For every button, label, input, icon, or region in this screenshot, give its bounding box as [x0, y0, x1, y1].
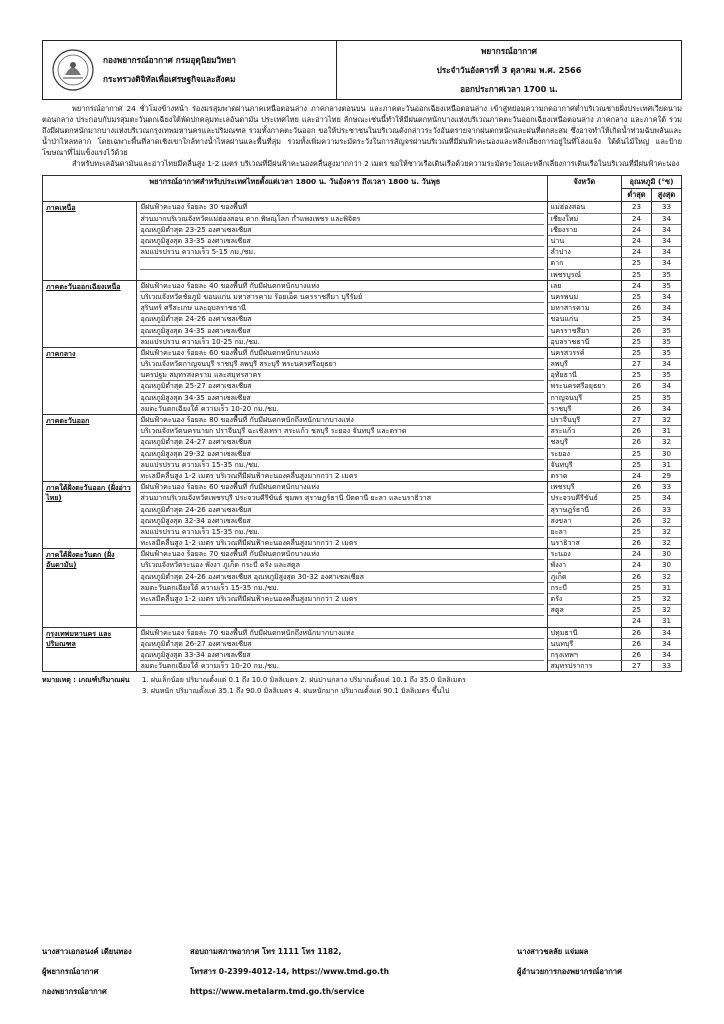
- intro-paragraph-1: พยากรณ์อากาศ 24 ชั่วโมงข้างหน้า ร่องมรสุมพาดผ่านภาคเหนือตอนล่าง ภาคกลางตอนบน และภาคตะวันออกเฉียงเหนือตอนล่าง เข้าสู่หย่อมความกดอากาศต่ำบริเวณชายฝั่งประเทศเวียดนามตอนกลาง ประกอบกับมรสุมตะวันตกเฉียงใต้พัดปกคลุมทะเลอันดามัน ประเทศไทย และอ่าวไทย ลักษณะเช่นนี้ทำให้มีฝนตกหนักบางแห่งบริเวณภาคตะวันออกเฉียงเหนือตอนล่าง ภาคกลาง และภาคใต้ รวมถึงมีฝนตกหนักมากบางแห่งบริเวณกรุงเทพมหานครและปริมณฑล รวมทั้งภาคตะวันออก ขอให้ประชาชนในบริเวณดังกล่าวระวังอันตรายจากฝนตกหนักและฝนที่ตกสะสม ซึ่งอาจทำให้เกิดน้ำท่วมฉับพลันและน้ำป่าไหลหลาก โดยเฉพาะพื้นที่ลาดเชิงเขาใกล้ทางน้ำไหลผ่านและพื้นที่ลุ่ม รวมทั้งเพิ่มความระมัดระวังในการสัญจรผ่านบริเวณที่มีฝนฟ้าคะนองและหลีกเลี่ยงการอยู่ในที่โล่งแจ้ง ใต้ต้นไม้ใหญ่ และป้ายโฆษณาที่ไม่แข็งแรงไว้ด้วย: [42, 104, 682, 157]
- region-row: [43, 627, 682, 672]
- author-division: กองพยากรณ์อากาศ: [42, 987, 107, 996]
- min-temp: 27: [631, 661, 641, 671]
- province-name: ราชบุรี: [550, 403, 572, 413]
- min-temp: 26: [622, 572, 651, 583]
- province-name: จันทบุรี: [548, 460, 621, 471]
- province-name: เลย: [548, 281, 621, 292]
- max-temp: 34: [652, 292, 681, 303]
- detail-line: อุณหภูมิสูงสุด 34-35 องศาเซลเซียส: [140, 326, 543, 337]
- max-temp: 32: [652, 605, 681, 616]
- detail-line: บริเวณจังหวัดกาญจนบุรี ราชบุรี ลพบุรี สระบุรี พระนครศรีอยุธยา: [140, 359, 543, 370]
- min-temp: 26: [622, 482, 651, 493]
- document-header: [42, 40, 682, 100]
- detail-line: [140, 270, 543, 280]
- max-temp: 34: [652, 214, 681, 225]
- detail-line: ส่วนมากบริเวณจังหวัดเพชรบุรี ประจวบคีรีขันธ์ ชุมพร สุราษฎร์ธานี ปัตตานี ยะลา และนราธิวาส: [140, 493, 543, 504]
- max-temp: 33: [661, 661, 671, 671]
- min-temp: 26: [622, 639, 651, 650]
- min-temp-list: [621, 482, 651, 549]
- max-temp-list: [651, 549, 681, 627]
- region-name: ภาคใต้ฝั่งตะวันออก (ฝั่งอ่าวไทย): [43, 482, 137, 549]
- detail-line: ทะเลมีคลื่นสูง 1-2 เมตร บริเวณที่มีฝนฟ้าคะนองคลื่นสูงมากกว่า 2 เมตร: [140, 538, 358, 548]
- min-temp: 25: [622, 258, 651, 269]
- region-row: [43, 549, 682, 627]
- min-temp: 26: [622, 628, 651, 639]
- min-temp: 25: [622, 314, 651, 325]
- province-name: [548, 616, 621, 626]
- province-name: ตาก: [548, 258, 621, 269]
- detail-line: อุณหภูมิต่ำสุด 24-26 องศาเซลเซียส: [140, 314, 543, 325]
- min-temp: 26: [622, 303, 651, 314]
- detail-line: อุณหภูมิต่ำสุด 24-27 องศาเซลเซียส: [140, 437, 543, 448]
- province-name: พังงา: [548, 560, 621, 571]
- detail-line: มีฝนฟ้าคะนอง ร้อยละ 60 ของพื้นที่ กับมีฝนตกหนักบางแห่ง: [140, 482, 543, 493]
- detail-line: มีฝนฟ้าคะนอง ร้อยละ 70 ของพื้นที่ กับมีฝนตกหนักบางแห่ง: [140, 549, 543, 560]
- province-name: สตูล: [548, 605, 621, 616]
- max-temp-list: [651, 347, 681, 414]
- min-temp: 23: [622, 202, 651, 213]
- province-name: กาญจนบุรี: [548, 393, 621, 404]
- region-name: ภาคตะวันออก: [43, 415, 137, 482]
- region-details: [137, 347, 547, 414]
- detail-line: อุณหภูมิต่ำสุด 26-27 องศาเซลเซียส: [140, 639, 543, 650]
- province-name: กระบี่: [548, 583, 621, 594]
- region-details: [137, 415, 547, 482]
- intro-text: [42, 104, 682, 169]
- max-temp-list: [651, 482, 681, 549]
- province-name: นครสวรรค์: [548, 348, 621, 359]
- detail-line: อุณหภูมิสูงสุด 29-32 องศาเซลเซียส: [140, 449, 543, 460]
- max-temp: 32: [652, 527, 681, 538]
- detail-line: [140, 258, 543, 269]
- province-name: ตราด: [550, 470, 568, 480]
- detail-line: อุณหภูมิสูงสุด 33-34 องศาเซลเซียส: [140, 650, 543, 661]
- min-temp: 25: [622, 370, 651, 381]
- min-temp: 26: [622, 426, 651, 437]
- max-temp: 34: [652, 359, 681, 370]
- min-temp: 25: [622, 393, 651, 404]
- min-temp: 24: [622, 214, 651, 225]
- min-temp: 25: [622, 493, 651, 504]
- province-name: อุบลราชธานี: [550, 336, 590, 346]
- region-details: [137, 280, 547, 347]
- max-temp: 34: [652, 314, 681, 325]
- province-name: สุราษฎร์ธานี: [548, 505, 621, 516]
- min-temp: 24: [622, 225, 651, 236]
- detail-line: อุณหภูมิสูงสุด 34-35 องศาเซลเซียส: [140, 393, 543, 404]
- min-temp-list: [621, 280, 651, 347]
- province-name: สมุทรปราการ: [550, 661, 593, 671]
- min-temp: 25: [631, 336, 641, 346]
- temp-column-header: อุณหภูมิ (°ซ): [621, 176, 681, 189]
- region-row: [43, 202, 682, 280]
- max-temp: 34: [652, 639, 681, 650]
- detail-line: ลมแปรปรวน ความเร็ว 10-25 กม./ชม.: [140, 336, 260, 346]
- min-temp: 26: [622, 516, 651, 527]
- agency-block: [43, 41, 337, 99]
- region-row: [43, 280, 682, 347]
- min-temp: 26: [622, 326, 651, 337]
- detail-line: [140, 605, 543, 616]
- max-temp: 32: [652, 572, 681, 583]
- detail-line: มีฝนฟ้าคะนอง ร้อยละ 70 ของพื้นที่ กับมีฝนตกหนักถึงหนักมากบางแห่ง: [140, 628, 543, 639]
- author-role: ผู้พยากรณ์อากาศ: [42, 967, 99, 976]
- detail-line: มีฝนฟ้าคะนอง ร้อยละ 60 ของพื้นที่ กับมีฝนตกหนักบางแห่ง: [140, 348, 543, 359]
- min-temp: 27: [622, 359, 651, 370]
- province-name: กรุงเทพฯ: [548, 650, 621, 661]
- max-temp: 34: [652, 493, 681, 504]
- detail-line: อุณหภูมิต่ำสุด 24-26 องศาเซลเซียส: [140, 505, 543, 516]
- agency-line-2: กระทรวงดิจิทัลเพื่อเศรษฐกิจและสังคม: [103, 74, 236, 84]
- max-temp: 33: [652, 202, 681, 213]
- min-temp-list: [621, 202, 651, 280]
- province-name: มหาสารคาม: [548, 303, 621, 314]
- doc-title: พยากรณ์อากาศ: [480, 46, 537, 56]
- contact-phone: สอบถามสภาพอากาศ โทร 1111 โทร 1182,: [190, 947, 342, 956]
- approver-block: [517, 942, 687, 982]
- max-temp: 31: [661, 616, 671, 626]
- forecast-document: [42, 40, 682, 697]
- max-column-header: สูงสุด: [651, 189, 681, 202]
- region-row: [43, 347, 682, 414]
- min-temp: 25: [622, 460, 651, 471]
- detail-line: ลมตะวันตกเฉียงใต้ ความเร็ว 15-35 กม./ชม.: [140, 583, 543, 594]
- province-name: ระยอง: [548, 449, 621, 460]
- region-details: [137, 549, 547, 627]
- max-temp: 34: [652, 258, 681, 269]
- max-temp: 35: [652, 281, 681, 292]
- max-temp: 31: [652, 583, 681, 594]
- detail-line: อุณหภูมิสูงสุด 32-34 องศาเซลเซียส: [140, 516, 543, 527]
- min-temp: 25: [631, 269, 641, 279]
- max-temp: 35: [661, 336, 671, 346]
- max-temp: 34: [652, 225, 681, 236]
- region-details: [137, 202, 547, 280]
- max-temp-list: [651, 280, 681, 347]
- detail-line: บริเวณจังหวัดระนอง พังงา ภูเก็ต กระบี่ ตรัง และสตูล: [140, 560, 543, 571]
- min-temp: 24: [622, 281, 651, 292]
- min-temp: 26: [631, 538, 641, 548]
- detail-line: ทะเลมีคลื่นสูง 1-2 เมตร บริเวณที่มีฝนฟ้าคะนองคลื่นสูงมากกว่า 2 เมตร: [140, 594, 543, 605]
- province-name: เพชรบูรณ์: [550, 269, 582, 279]
- rain-criteria-note: [42, 675, 682, 697]
- province-name: ขอนแก่น: [548, 314, 621, 325]
- min-temp: 24: [631, 616, 641, 626]
- max-temp: 35: [661, 269, 671, 279]
- province-list: [547, 415, 621, 482]
- province-column-header: จังหวัด: [547, 176, 621, 202]
- title-block: [337, 41, 681, 99]
- max-temp: 32: [652, 415, 681, 426]
- province-name: เชียงราย: [548, 225, 621, 236]
- province-name: ปทุมธานี: [548, 628, 621, 639]
- detail-line: สุรินทร์ ศรีสะเกษ และอุบลราชธานี: [140, 303, 543, 314]
- region-row: [43, 482, 682, 549]
- detail-line: ลมแปรปรวน ความเร็ว 15-35 กม./ชม.: [140, 527, 543, 538]
- province-name: สงขลา: [548, 516, 621, 527]
- province-list: [547, 202, 621, 280]
- max-temp: 35: [652, 326, 681, 337]
- province-list: [547, 549, 621, 627]
- province-name: นราธิวาส: [550, 538, 580, 548]
- approver-role: ผู้อำนวยการกองพยากรณ์อากาศ: [517, 967, 622, 976]
- province-name: ลพบุรี: [548, 359, 621, 370]
- detail-line: นครปฐม สมุทรสงคราม และสมุทรสาคร: [140, 370, 543, 381]
- min-temp-list: [621, 347, 651, 414]
- max-temp: 34: [661, 403, 671, 413]
- min-temp: 26: [622, 505, 651, 516]
- detail-line: อุณหภูมิต่ำสุด 25-27 องศาเซลเซียส: [140, 381, 543, 392]
- min-temp: 24: [622, 549, 651, 560]
- province-name: น่าน: [548, 236, 621, 247]
- max-temp: 30: [652, 449, 681, 460]
- max-temp-list: [651, 627, 681, 672]
- tmd-seal-icon: [51, 48, 95, 92]
- detail-line: บริเวณจังหวัดนครนายก ปราจีนบุรี ฉะเชิงเทรา สระแก้ว ชลบุรี ระยอง จันทบุรี และตราด: [140, 426, 543, 437]
- note-line-1: 1. ฝนเล็กน้อย ปริมาณตั้งแต่ 0.1 ถึง 10.0 มิลลิเมตร 2. ฝนปานกลาง ปริมาณตั้งแต่ 10.1 ถึง 35.0 มิลลิเมตร: [142, 676, 466, 685]
- detail-line: ส่วนมากบริเวณจังหวัดแม่ฮ่องสอน ตาก พิษณุโลก กำแพงเพชร และพิจิตร: [140, 214, 543, 225]
- min-temp: 24: [631, 470, 641, 480]
- min-temp: 25: [622, 583, 651, 594]
- author-name: นางสาวเอกอนงค์ เดียนทอง: [42, 947, 132, 956]
- detail-line: บริเวณจังหวัดชัยภูมิ ขอนแก่น มหาสารคาม ร้อยเอ็ด นครราชสีมา บุรีรัมย์: [140, 292, 543, 303]
- min-temp: 26: [631, 403, 641, 413]
- detail-line: มีฝนฟ้าคะนอง ร้อยละ 30 ของพื้นที่: [140, 202, 543, 213]
- max-temp: 34: [652, 303, 681, 314]
- province-list: [547, 347, 621, 414]
- detail-line: อุณหภูมิสูงสุด 33-35 องศาเซลเซียส: [140, 236, 543, 247]
- approver-name: นางสาวชลลัย แจ่มผล: [517, 947, 589, 956]
- region-name: กรุงเทพมหานคร และปริมณฑล: [43, 627, 137, 672]
- region-row: [43, 415, 682, 482]
- province-name: เพชรบุรี: [548, 482, 621, 493]
- max-temp: 30: [652, 549, 681, 560]
- province-name: นครราชสีมา: [548, 326, 621, 337]
- detail-line: ลมแปรปรวน ความเร็ว 15-35 กม./ชม.: [140, 460, 543, 471]
- max-temp: 29: [661, 470, 671, 480]
- detail-line: ลมตะวันตกเฉียงใต้ ความเร็ว 10-20 กม./ชม.: [140, 403, 279, 413]
- max-temp: 30: [652, 560, 681, 571]
- detail-line: [140, 616, 543, 626]
- province-name: ลำปาง: [548, 247, 621, 258]
- max-temp: 32: [652, 437, 681, 448]
- min-temp-list: [621, 627, 651, 672]
- note-label: หมายเหตุ : เกณฑ์ปริมาณฝน: [42, 676, 130, 685]
- min-temp-list: [621, 415, 651, 482]
- min-temp: 25: [622, 527, 651, 538]
- detail-line: อุณหภูมิต่ำสุด 23-25 องศาเซลเซียส: [140, 225, 543, 236]
- province-name: ตรัง: [548, 594, 621, 605]
- max-temp-list: [651, 415, 681, 482]
- forecast-column-header: พยากรณ์อากาศสำหรับประเทศไทยตั้งแต่เวลา 1800 น. วันอังคาร ถึงเวลา 1800 น. วันพุธ: [43, 176, 548, 202]
- doc-date: ประจำวันอังคารที่ 3 ตุลาคม พ.ศ. 2566: [436, 65, 582, 75]
- forecast-table: [42, 175, 682, 672]
- province-list: [547, 482, 621, 549]
- agency-line-1: กองพยากรณ์อากาศ กรมอุตุนิยมวิทยา: [103, 55, 236, 65]
- min-temp-list: [621, 549, 651, 627]
- min-temp: 25: [622, 594, 651, 605]
- province-name: นครพนม: [548, 292, 621, 303]
- province-name: ระนอง: [548, 549, 621, 560]
- max-temp: 33: [652, 505, 681, 516]
- province-name: อุทัยธานี: [548, 370, 621, 381]
- min-temp: 24: [622, 560, 651, 571]
- max-temp: 35: [652, 370, 681, 381]
- note-line-2: 3. ฝนหนัก ปริมาณตั้งแต่ 35.1 ถึง 90.0 มิลลิเมตร 4. ฝนหนักมาก ปริมาณตั้งแต่ 90.1 มิลลิเมตร ขึ้นไป: [142, 687, 450, 696]
- max-temp: 32: [661, 538, 671, 548]
- province-name: แม่ฮ่องสอน: [548, 202, 621, 213]
- contact-fax: โทรสาร 0-2399-4012-14, https://www.tmd.go.th: [190, 967, 389, 976]
- min-temp: 27: [622, 415, 651, 426]
- detail-line: ลมแปรปรวน ความเร็ว 5-15 กม./ชม.: [140, 247, 543, 258]
- region-details: [137, 627, 547, 672]
- region-name: ภาคกลาง: [43, 347, 137, 414]
- detail-line: ทะเลมีคลื่นสูง 1-2 เมตร บริเวณที่มีฝนฟ้าคะนองคลื่นสูงมากกว่า 2 เมตร: [140, 470, 358, 480]
- max-temp: 34: [652, 247, 681, 258]
- province-name: พระนครศรีอยุธยา: [548, 381, 621, 392]
- province-name: ยะลา: [548, 527, 621, 538]
- min-temp: 25: [622, 449, 651, 460]
- province-name: เชียงใหม่: [548, 214, 621, 225]
- min-temp: 25: [622, 292, 651, 303]
- detail-line: อุณหภูมิต่ำสุด 24-26 องศาเซลเซียส อุณหภูมิสูงสุด 30-32 องศาเซลเซียส: [140, 572, 543, 583]
- max-temp: 34: [652, 381, 681, 392]
- max-temp: 31: [652, 460, 681, 471]
- max-temp: 33: [652, 482, 681, 493]
- author-block: [42, 942, 162, 1002]
- region-details: [137, 482, 547, 549]
- region-name: ภาคเหนือ: [43, 202, 137, 280]
- max-temp: 32: [652, 516, 681, 527]
- province-name: ปราจีนบุรี: [548, 415, 621, 426]
- min-temp: 24: [622, 236, 651, 247]
- min-temp: 25: [622, 605, 651, 616]
- province-list: [547, 627, 621, 672]
- max-temp: 31: [652, 426, 681, 437]
- region-rows: [43, 202, 682, 672]
- min-temp: 24: [622, 247, 651, 258]
- max-temp: 35: [652, 348, 681, 359]
- max-temp-list: [651, 202, 681, 280]
- contact-block: [190, 942, 450, 1002]
- max-temp: 35: [652, 393, 681, 404]
- province-name: ประจวบคีรีขันธ์: [548, 493, 621, 504]
- contact-service-url: https://www.metalarm.tmd.go.th/service: [190, 987, 365, 996]
- detail-line: ลมตะวันตกเฉียงใต้ ความเร็ว 10-20 กม./ชม.: [140, 661, 279, 671]
- max-temp: 34: [652, 650, 681, 661]
- province-list: [547, 280, 621, 347]
- min-temp: 26: [622, 381, 651, 392]
- min-column-header: ต่ำสุด: [621, 189, 651, 202]
- max-temp: 34: [652, 628, 681, 639]
- detail-line: มีฝนฟ้าคะนอง ร้อยละ 80 ของพื้นที่ กับมีฝนตกหนักถึงหนักมากบางแห่ง: [140, 415, 543, 426]
- region-name: ภาคตะวันออกเฉียงเหนือ: [43, 280, 137, 347]
- province-name: นนทบุรี: [548, 639, 621, 650]
- province-name: ภูเก็ต: [548, 572, 621, 583]
- doc-issue-time: ออกประกาศเวลา 1700 น.: [460, 84, 558, 94]
- max-temp: 32: [652, 594, 681, 605]
- province-name: ชลบุรี: [548, 437, 621, 448]
- province-name: สระแก้ว: [548, 426, 621, 437]
- intro-paragraph-2: สำหรับทะเลอันดามันและอ่าวไทยมีคลื่นสูง 1-2 เมตร บริเวณที่มีฝนฟ้าคะนองคลื่นสูงมากกว่า 2 เมตร ขอให้ชาวเรือเดินเรือด้วยความระมัดระวังและหลีกเลี่ยงการเดินเรือในบริเวณที่มีฝนฟ้าคะนอง: [72, 158, 680, 168]
- min-temp: 26: [622, 650, 651, 661]
- detail-line: มีฝนฟ้าคะนอง ร้อยละ 40 ของพื้นที่ กับมีฝนตกหนักบางแห่ง: [140, 281, 543, 292]
- min-temp: 25: [622, 348, 651, 359]
- min-temp: 26: [622, 437, 651, 448]
- region-name: ภาคใต้ฝั่งตะวันตก (ฝั่งอันดามัน): [43, 549, 137, 627]
- max-temp: 34: [652, 236, 681, 247]
